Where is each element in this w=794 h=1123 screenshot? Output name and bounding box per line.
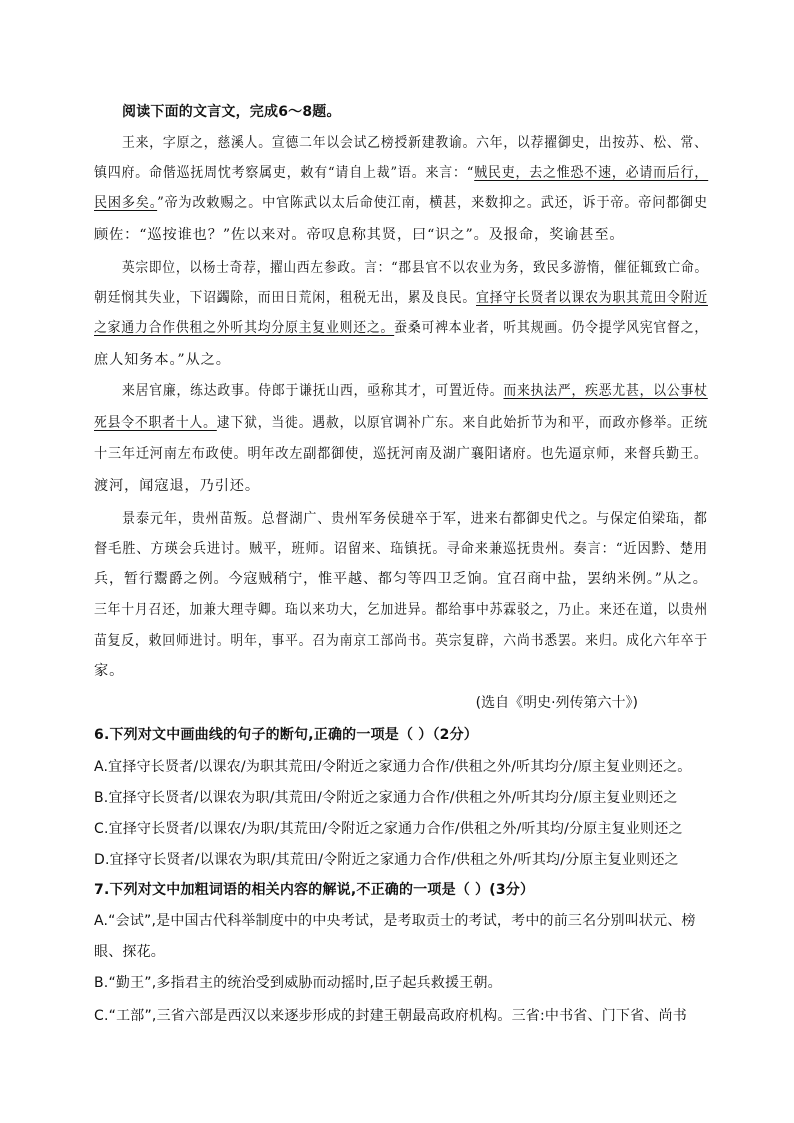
passage-line: 之家通力合作供租之外听其均分原主复业则还之。蚕桑可裨本业者，听其规画。仍令提学风宪官督之，: [94, 320, 708, 336]
passage-line: 十三年迁河南左布政使。明年改左副都御使，巡抚河南及湖广襄阳诸府。也先逼京师，来督兵勤王。: [94, 446, 708, 462]
passage-line: 家。: [94, 663, 125, 679]
passage-source: (选自《明史·列传第六十》): [475, 695, 638, 711]
passage-line: 王来，字原之，慈溪人。宣德二年以会试乙榜授新建教谕。六年，以荐擢御史，出按苏、松、常、: [122, 135, 708, 151]
passage-line: 民困多矣。”帝为改敕赐之。中官陈武以太后命使江南，横甚，来数抑之。武还，诉于帝。帝问都御史: [94, 195, 708, 211]
option-a: A.宜择守长贤者/以课农/为职其荒田/令附近之家通力合作/供租之外/听其均分/原主复业则还之。: [94, 759, 692, 775]
option-b: B.宜择守长贤者/以课农为职/其荒田/令附近之家通力合作/供租之外/听其均分/原主复业则还之: [94, 790, 678, 806]
passage-line: 渡河，闻寇退，乃引还。: [94, 478, 260, 494]
underlined-sentence: 贼民吏，去之惟恐不速，必请而后行，: [474, 165, 709, 181]
question-stem: 7.下列对文中加粗词语的相关内容的解说,不正确的一项是（ ）(3分）: [94, 882, 535, 898]
passage-line: 苗复反，敕回师进讨。明年，事平。召为南京工部尚书。英宗复辟，六尚书悉罢。来归。成化六年卒于: [94, 633, 708, 649]
underlined-sentence: 死县令不职者十人。: [94, 415, 217, 431]
option-d: D.宜择守长贤者/以课农为职/其荒田/令附近之家通力合作/供租之外/听其均/分原主复业则还之: [94, 852, 679, 868]
passage-line: 兵，暂行鬻爵之例。今寇贼稍宁，惟平越、都匀等四卫乏饷。宜召商中盐，罢纳米例。”从之。: [94, 571, 708, 587]
option-a-continued: 眼、探花。: [94, 944, 165, 960]
passage-line: 景泰元年，贵州苗叛。总督湖广、贵州军务侯琎卒于军，进来右都御史代之。与保定伯梁珤，都: [122, 511, 708, 527]
reading-instruction: 阅读下面的文言文，完成6～8题。: [122, 104, 341, 120]
option-a: A.“会试”,是中国古代科举制度中的中央考试，是考取贡士的考试，考中的前三名分别叫状元、榜: [94, 913, 696, 929]
underlined-sentence: 民困多矣。: [94, 195, 158, 211]
passage-line: 来居官廉，练达政事。侍郎于谦抚山西，亟称其才，可置近侍。而来执法严，疾恶尤甚，以公事杖: [122, 383, 708, 399]
passage-line: 镇四府。命偕巡抚周忱考察属吏，敕有“请自上裁”语。来言：“贼民吏，去之惟恐不速，必请而后行，: [94, 165, 709, 181]
passage-line: 督毛胜、方瑛会兵进讨。贼平，班师。诏留来、珤镇抚。寻命来兼巡抚贵州。奏言：“近因黔、楚用: [94, 541, 708, 557]
underlined-sentence: 宜择守长贤者以课农为职其荒田令附近: [476, 290, 708, 306]
underlined-sentence: 之家通力合作供租之外听其均分原主复业则还之。: [94, 320, 395, 336]
passage-line: 死县令不职者十人。逮下狱，当徙。遇赦，以原官调补广东。来自此始折节为和平，而政亦修举。正统: [94, 415, 708, 431]
underlined-sentence: 而来执法严，疾恶尤甚，以公事杖: [503, 383, 708, 399]
option-c: C.“工部”,三省六部是西汉以来逐步形成的封建王朝最高政府机构。三省:中书省、门下省、尚书: [94, 1008, 687, 1024]
passage-line: 朝廷悯其失业，下诏蠲除，而田日荒闲，租税无出，累及良民。宜择守长贤者以课农为职其荒田令附近: [94, 290, 708, 306]
passage-line: 顾佐：“巡按谁也？”佐以来对。帝叹息称其贤，曰“识之”。及报命，奖谕甚至。: [94, 227, 625, 243]
option-b: B.“勤王”,多指君主的统治受到威胁而动摇时,臣子起兵救援王朝。: [94, 975, 502, 991]
passage-line: 三年十月召还，加兼大理寺卿。珤以来功大，乞加进异。都给事中苏霖驳之，乃止。来还在道，以贵州: [94, 602, 708, 618]
passage-line: 庶人知务本。”从之。: [94, 352, 231, 368]
question-stem: 6.下列对文中画曲线的句子的断句,正确的一项是（ ）（2分）: [94, 727, 478, 743]
passage-line: 英宗即位，以杨士奇荐，擢山西左参政。言：“郡县官不以农业为务，致民多游惰，催征辄致亡命。: [122, 260, 708, 276]
option-c: C.宜择守长贤者/以课农/为职/其荒田/令附近之家通力合作/供租之外/听其均/分原主复业则还之: [94, 821, 683, 837]
